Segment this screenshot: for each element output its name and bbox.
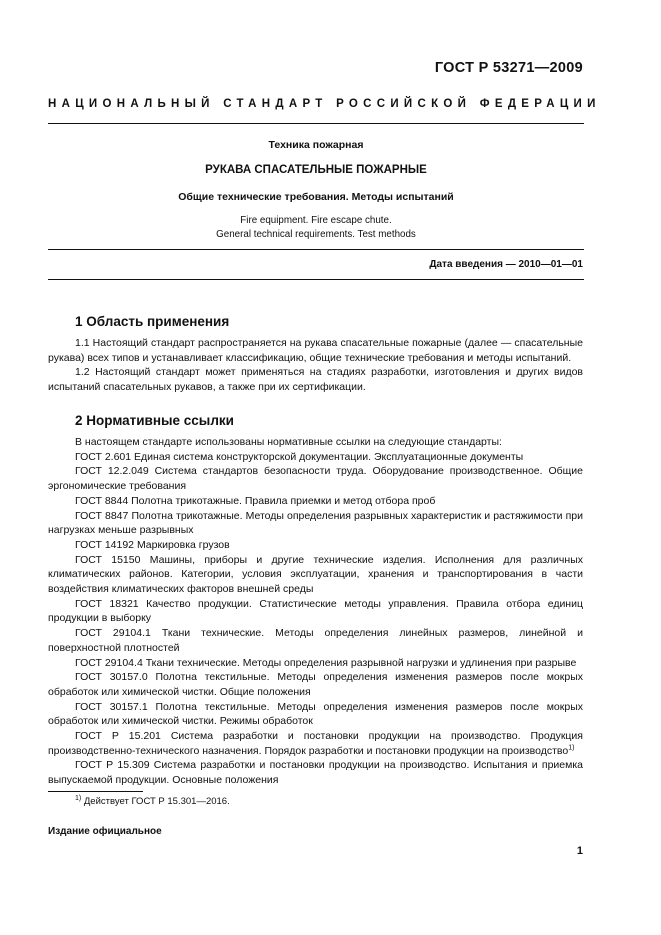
reference-item: ГОСТ 18321 Качество продукции. Статистические методы управления. Правила отбора единиц продукции в выборку: [48, 597, 583, 625]
reference-item: ГОСТ 15150 Машины, приборы и другие технические изделия. Исполнения для различных климатических районов. Категории, условия эксплуатации, хранения и транспортирования в части воздействия климатических факторов внешней среды: [48, 553, 583, 596]
middle-rule: [48, 249, 584, 250]
reference-item: ГОСТ 30157.0 Полотна текстильные. Методы определения изменения размеров после мокрых обработок или химической чистки. Общие положения: [48, 671, 583, 698]
reference-item: ГОСТ 14192 Маркировка грузов: [75, 538, 230, 551]
footnote-rule: [48, 791, 143, 792]
national-standard-heading: НАЦИОНАЛЬНЫЙ СТАНДАРТ РОССИЙСКОЙ ФЕДЕРАЦИИ: [48, 98, 601, 110]
english-title-line-2: General technical requirements. Test methods: [216, 229, 416, 240]
footnote-marker[interactable]: 1): [568, 744, 575, 752]
introduction-date: Дата введения — 2010—01—01: [429, 259, 583, 270]
reference-item: ГОСТ 8844 Полотна трикотажные. Правила приемки и метод отбора проб: [75, 494, 436, 507]
section-2-heading: 2 Нормативные ссылки: [75, 413, 234, 428]
reference-item-with-footnote: [48, 729, 583, 758]
reference-item: ГОСТ Р 15.309 Система разработки и постановки продукции на производство. Испытания и приемка выпускаемой продукции. Основные положения: [48, 759, 583, 787]
english-title-line-1: Fire equipment. Fire escape chute.: [240, 215, 392, 226]
reference-item: ГОСТ 2.601 Единая система конструкторской документации. Эксплуатационные документы: [75, 450, 524, 463]
document-subtitle: Общие технические требования. Методы испытаний: [178, 191, 454, 203]
clause-1-2: 1.2 Настоящий стандарт может применяться на стадиях разработки, изготовления и других видов испытаний спасательных рукавов, а также при их сертификации.: [48, 366, 583, 394]
references-intro: В настоящем стандарте использованы нормативные ссылки на следующие стандарты:: [75, 436, 502, 448]
date-rule: [48, 279, 584, 280]
reference-item: ГОСТ 8847 Полотна трикотажные. Методы определения разрывных характеристик и растяжимости при нагрузках меньше разрывных: [48, 509, 583, 537]
document-title: РУКАВА СПАСАТЕЛЬНЫЕ ПОЖАРНЫЕ: [205, 164, 427, 176]
official-edition-label: Издание официальное: [48, 826, 162, 837]
section-1-body: [48, 336, 583, 395]
reference-item: ГОСТ 29104.4 Ткани технические. Методы определения разрывной нагрузки и удлинения при разрыве: [75, 656, 577, 669]
english-title: [48, 214, 584, 242]
footnote-text: Действует ГОСТ Р 15.301—2016.: [81, 796, 230, 807]
page-number: 1: [576, 845, 583, 857]
reference-item: ГОСТ 12.2.049 Система стандартов безопасности труда. Оборудование производственное. Общие эргономические требования: [48, 465, 583, 493]
category-title: Техника пожарная: [268, 139, 364, 151]
reference-item-text: ГОСТ Р 15.201 Система разработки и постановки продукции на производство. Продукция производственно-технического назначения. Порядок разработки и постановки продукции на производство: [48, 730, 583, 757]
section-1-heading: 1 Область применения: [75, 314, 230, 329]
reference-item: ГОСТ 30157.1 Полотна текстильные. Методы определения изменения размеров после мокрых обработок или химической чистки. Режимы обработок: [48, 700, 583, 728]
section-2-body: [48, 435, 583, 788]
reference-item: ГОСТ 29104.1 Ткани технические. Методы определения линейных размеров, линейной и поверхностной плотностей: [48, 627, 583, 654]
document-number: ГОСТ Р 53271—2009: [434, 60, 583, 76]
clause-1-1: 1.1 Настоящий стандарт распространяется на рукава спасательные пожарные (далее — спасательные рукава) всех типов и устанавливает классификацию, общие технические требования и методы испытаний.: [48, 337, 583, 364]
top-rule: [48, 123, 584, 124]
footnote: [75, 796, 230, 807]
footnote-mark: 1): [75, 794, 82, 802]
